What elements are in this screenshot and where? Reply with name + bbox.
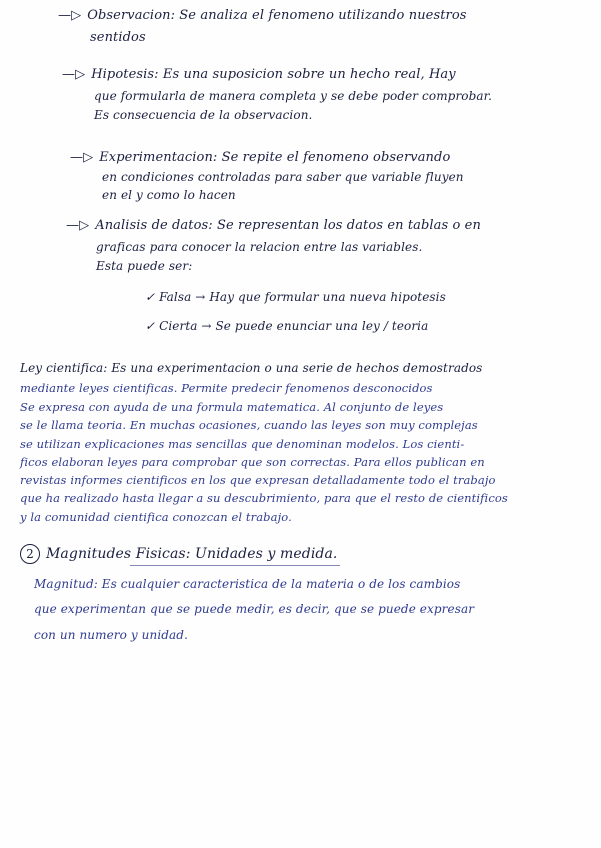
observacion-line-2: sentidos (90, 30, 146, 45)
hipotesis-line-1: —▷ Hipotesis: Es una suposicion sobre un hecho real, Hay (62, 67, 456, 82)
ley-line-8: que ha realizado hasta llegar a su descubrimiento, para que el resto de cientificos (20, 491, 508, 505)
magnitudes-line-1: Magnitud: Es cualquier caracteristica de la materia o de los cambios (34, 577, 461, 591)
heading-underline (130, 565, 340, 566)
arrow-icon: —▷ (70, 150, 94, 165)
ley-line-3: Se expresa con ayuda de una formula matematica. Al conjunto de leyes (20, 400, 444, 414)
magnitudes-heading: 2 Magnitudes Fisicas: Unidades y medida. (20, 544, 337, 564)
hipotesis-line-2: que formularla de manera completa y se debe poder comprobar. (94, 89, 493, 103)
section-number: 2 (20, 544, 40, 564)
hipotesis-line-3: Es consecuencia de la observacion. (94, 108, 313, 122)
ley-line-5: se utilizan explicaciones mas sencillas que denominan modelos. Los cienti- (20, 437, 465, 451)
analisis-line-3: Esta puede ser: (96, 259, 193, 273)
ley-line-1: Ley cientifica: Es una experimentacion o una serie de hechos demostrados (20, 361, 483, 375)
ley-line-2: mediante leyes cientificas. Permite predecir fenomenos desconocidos (20, 381, 433, 395)
experimentacion-line-1: —▷ Experimentacion: Se repite el fenomeno observando (70, 150, 451, 165)
arrow-icon: —▷ (58, 8, 82, 23)
arrow-icon: —▷ (66, 218, 90, 233)
observacion-line-1: —▷ Observacion: Se analiza el fenomeno utilizando nuestros (58, 8, 467, 23)
magnitudes-line-3: con un numero y unidad. (34, 628, 188, 642)
analisis-option-cierta: ✓ Cierta → Se puede enunciar una ley / teoria (145, 319, 429, 333)
magnitudes-line-2: que experimentan que se puede medir, es decir, que se puede expresar (34, 602, 475, 616)
experimentacion-line-2: en condiciones controladas para saber que variable fluyen (102, 170, 464, 184)
ley-line-6: ficos elaboran leyes para comprobar que son correctas. Para ellos publican en (20, 455, 485, 469)
analisis-option-falsa: ✓ Falsa → Hay que formular una nueva hipotesis (145, 290, 446, 304)
analisis-line-1: —▷ Analisis de datos: Se representan los datos en tablas o en (66, 218, 481, 233)
analisis-line-2: graficas para conocer la relacion entre las variables. (96, 240, 423, 254)
arrow-icon: —▷ (62, 67, 86, 82)
ley-line-7: revistas informes cientificos en los que expresan detalladamente todo el trabajo (20, 473, 496, 487)
ley-line-4: se le llama teoria. En muchas ocasiones, cuando las leyes son muy complejas (20, 418, 478, 432)
ley-line-9: y la comunidad cientifica conozcan el trabajo. (20, 510, 292, 524)
experimentacion-line-3: en el y como lo hacen (102, 188, 236, 202)
